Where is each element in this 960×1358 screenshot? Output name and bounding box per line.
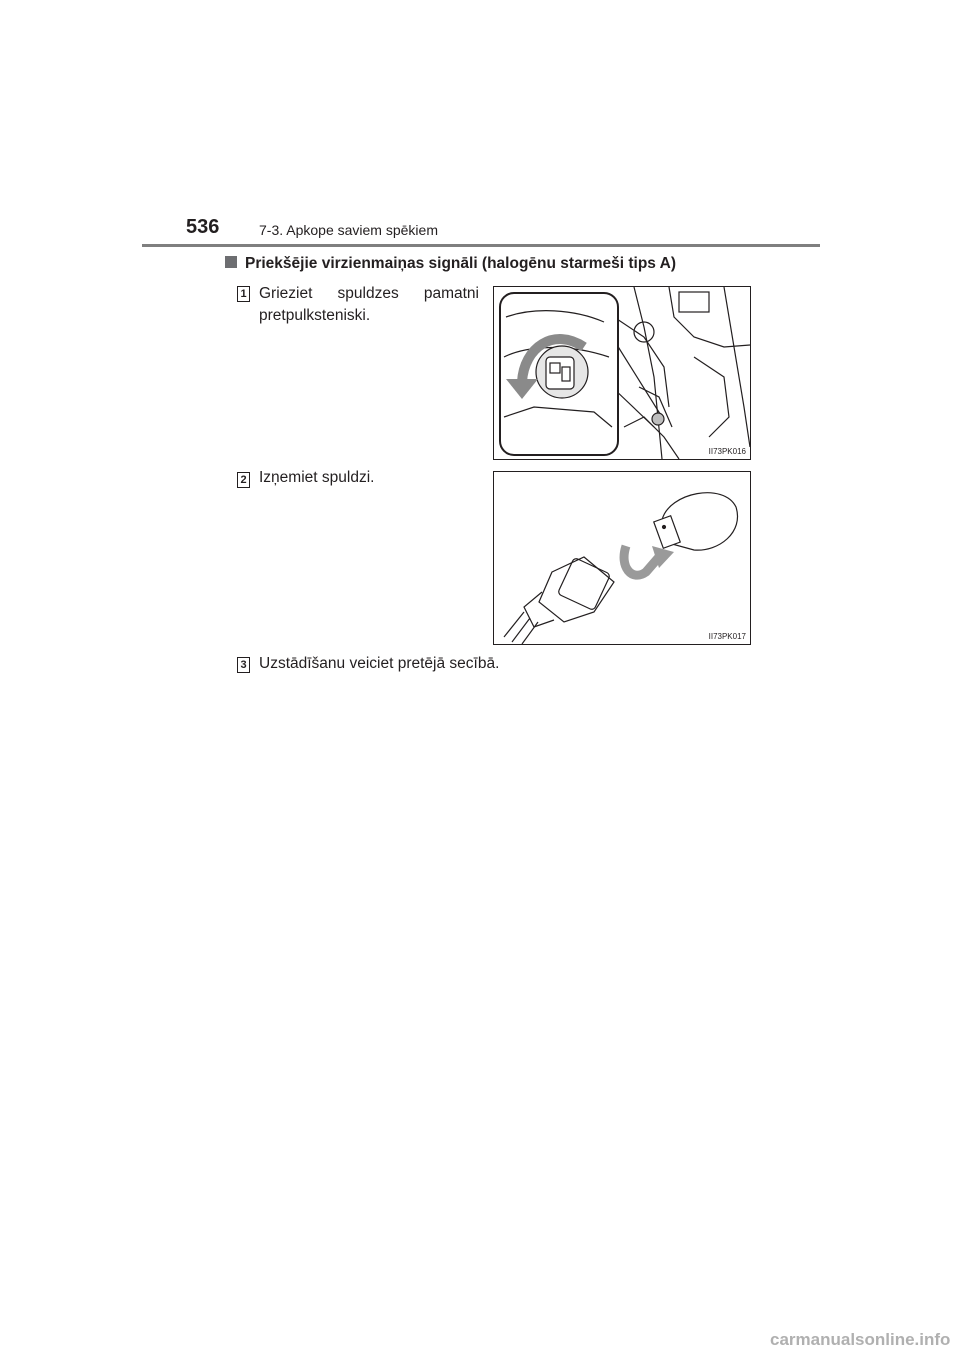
- step-2-text: Izņemiet spuldzi.: [259, 469, 375, 486]
- watermark: carmanualsonline.info: [770, 1330, 951, 1349]
- bulb-removal-illustration: [494, 472, 750, 644]
- step-3-text: Uzstādīšanu veiciet pretējā secībā.: [259, 655, 500, 672]
- step-2-figure: [493, 471, 751, 645]
- header-rule: [142, 244, 820, 247]
- headlamp-rotation-illustration: [494, 287, 750, 459]
- page-number: 536: [186, 216, 220, 238]
- step-1-figure: [493, 286, 751, 460]
- section-title: 7-3. Apkope saviem spēkiem: [259, 222, 438, 238]
- figure-code-2: II73PK017: [708, 632, 746, 641]
- step-3-badge: 3: [237, 657, 250, 673]
- subheading: [225, 255, 676, 273]
- step-1-text: [259, 283, 479, 327]
- square-bullet-icon: [225, 256, 237, 268]
- step-1-badge: 1: [237, 286, 250, 302]
- step-2-badge: 2: [237, 472, 250, 488]
- subheading-text: Priekšējie virzienmaiņas signāli (halogēnu starmeši tips A): [245, 255, 676, 272]
- step-1-line-2: pretpulksteniski.: [259, 307, 371, 324]
- step-1-line-1: Grieziet spuldzes pamatni: [259, 285, 479, 302]
- figure-code-1: II73PK016: [708, 447, 746, 456]
